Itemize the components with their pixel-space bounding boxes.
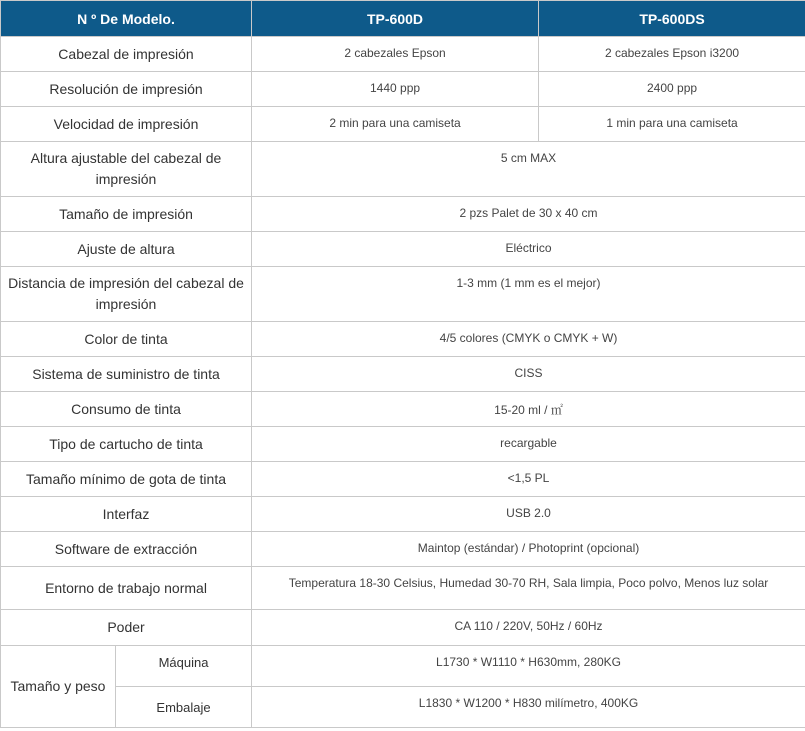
row-label: Interfaz (1, 497, 252, 532)
cell-value: Maintop (estándar) / Photoprint (opcional) (252, 532, 805, 567)
header-row (1, 1, 805, 37)
table-row (1, 610, 805, 646)
cell-value: CISS (252, 357, 805, 392)
machine-label: Máquina (116, 646, 252, 687)
row-label: Entorno de trabajo normal (1, 567, 252, 610)
cell-value: 2 pzs Palet de 30 x 40 cm (252, 197, 805, 232)
cell-tp600ds: 2 cabezales Epson i3200 (539, 37, 805, 72)
table-row (1, 646, 805, 687)
row-label: Velocidad de impresión (1, 107, 252, 142)
row-label: Ajuste de altura (1, 232, 252, 267)
cell-tp600d: 2 cabezales Epson (252, 37, 539, 72)
cell-value: 4/5 colores (CMYK o CMYK + W) (252, 322, 805, 357)
cell-value: USB 2.0 (252, 497, 805, 532)
table-row (1, 322, 805, 357)
table-row (1, 267, 805, 322)
table-row (1, 107, 805, 142)
header-model: N º De Modelo. (1, 1, 252, 37)
cell-value: CA 110 / 220V, 50Hz / 60Hz (252, 610, 805, 646)
package-value: L1830 * W1200 * H830 milímetro, 400KG (252, 687, 805, 728)
table-row (1, 37, 805, 72)
table-row (1, 567, 805, 610)
row-label: Tipo de cartucho de tinta (1, 427, 252, 462)
cell-value: 5 cm MAX (252, 142, 805, 197)
header-tp600ds: TP-600DS (539, 1, 805, 37)
table-row (1, 427, 805, 462)
row-label: Sistema de suministro de tinta (1, 357, 252, 392)
size-weight-label: Tamaño y peso (1, 646, 116, 728)
table-row (1, 462, 805, 497)
table-row (1, 532, 805, 567)
row-label: Cabezal de impresión (1, 37, 252, 72)
cell-tp600ds: 1 min para una camiseta (539, 107, 805, 142)
cell-tp600ds: 2400 ppp (539, 72, 805, 107)
cell-value: <1,5 PL (252, 462, 805, 497)
table-row (1, 497, 805, 532)
row-label: Tamaño mínimo de gota de tinta (1, 462, 252, 497)
row-label: Consumo de tinta (1, 392, 252, 427)
cell-value: recargable (252, 427, 805, 462)
row-label: Distancia de impresión del cabezal de impresión (1, 267, 252, 322)
table-row (1, 197, 805, 232)
row-label: Software de extracción (1, 532, 252, 567)
cell-value: Eléctrico (252, 232, 805, 267)
cell-tp600d: 2 min para una camiseta (252, 107, 539, 142)
row-label: Poder (1, 610, 252, 646)
row-label: Resolución de impresión (1, 72, 252, 107)
cell-value: 15-20 ml / ㎡ (252, 392, 805, 427)
table-row (1, 232, 805, 267)
cell-value: 1-3 mm (1 mm es el mejor) (252, 267, 805, 322)
row-label: Color de tinta (1, 322, 252, 357)
row-label: Altura ajustable del cabezal de impresión (1, 142, 252, 197)
table-row (1, 392, 805, 427)
machine-value: L1730 * W1110 * H630mm, 280KG (252, 646, 805, 687)
table-row (1, 357, 805, 392)
package-label: Embalaje (116, 687, 252, 728)
cell-tp600d: 1440 ppp (252, 72, 539, 107)
table-row (1, 72, 805, 107)
cell-value: Temperatura 18-30 Celsius, Humedad 30-70 RH, Sala limpia, Poco polvo, Menos luz solar (252, 567, 805, 610)
table-row (1, 142, 805, 197)
table-row (1, 687, 805, 728)
row-label: Tamaño de impresión (1, 197, 252, 232)
header-tp600d: TP-600D (252, 1, 539, 37)
